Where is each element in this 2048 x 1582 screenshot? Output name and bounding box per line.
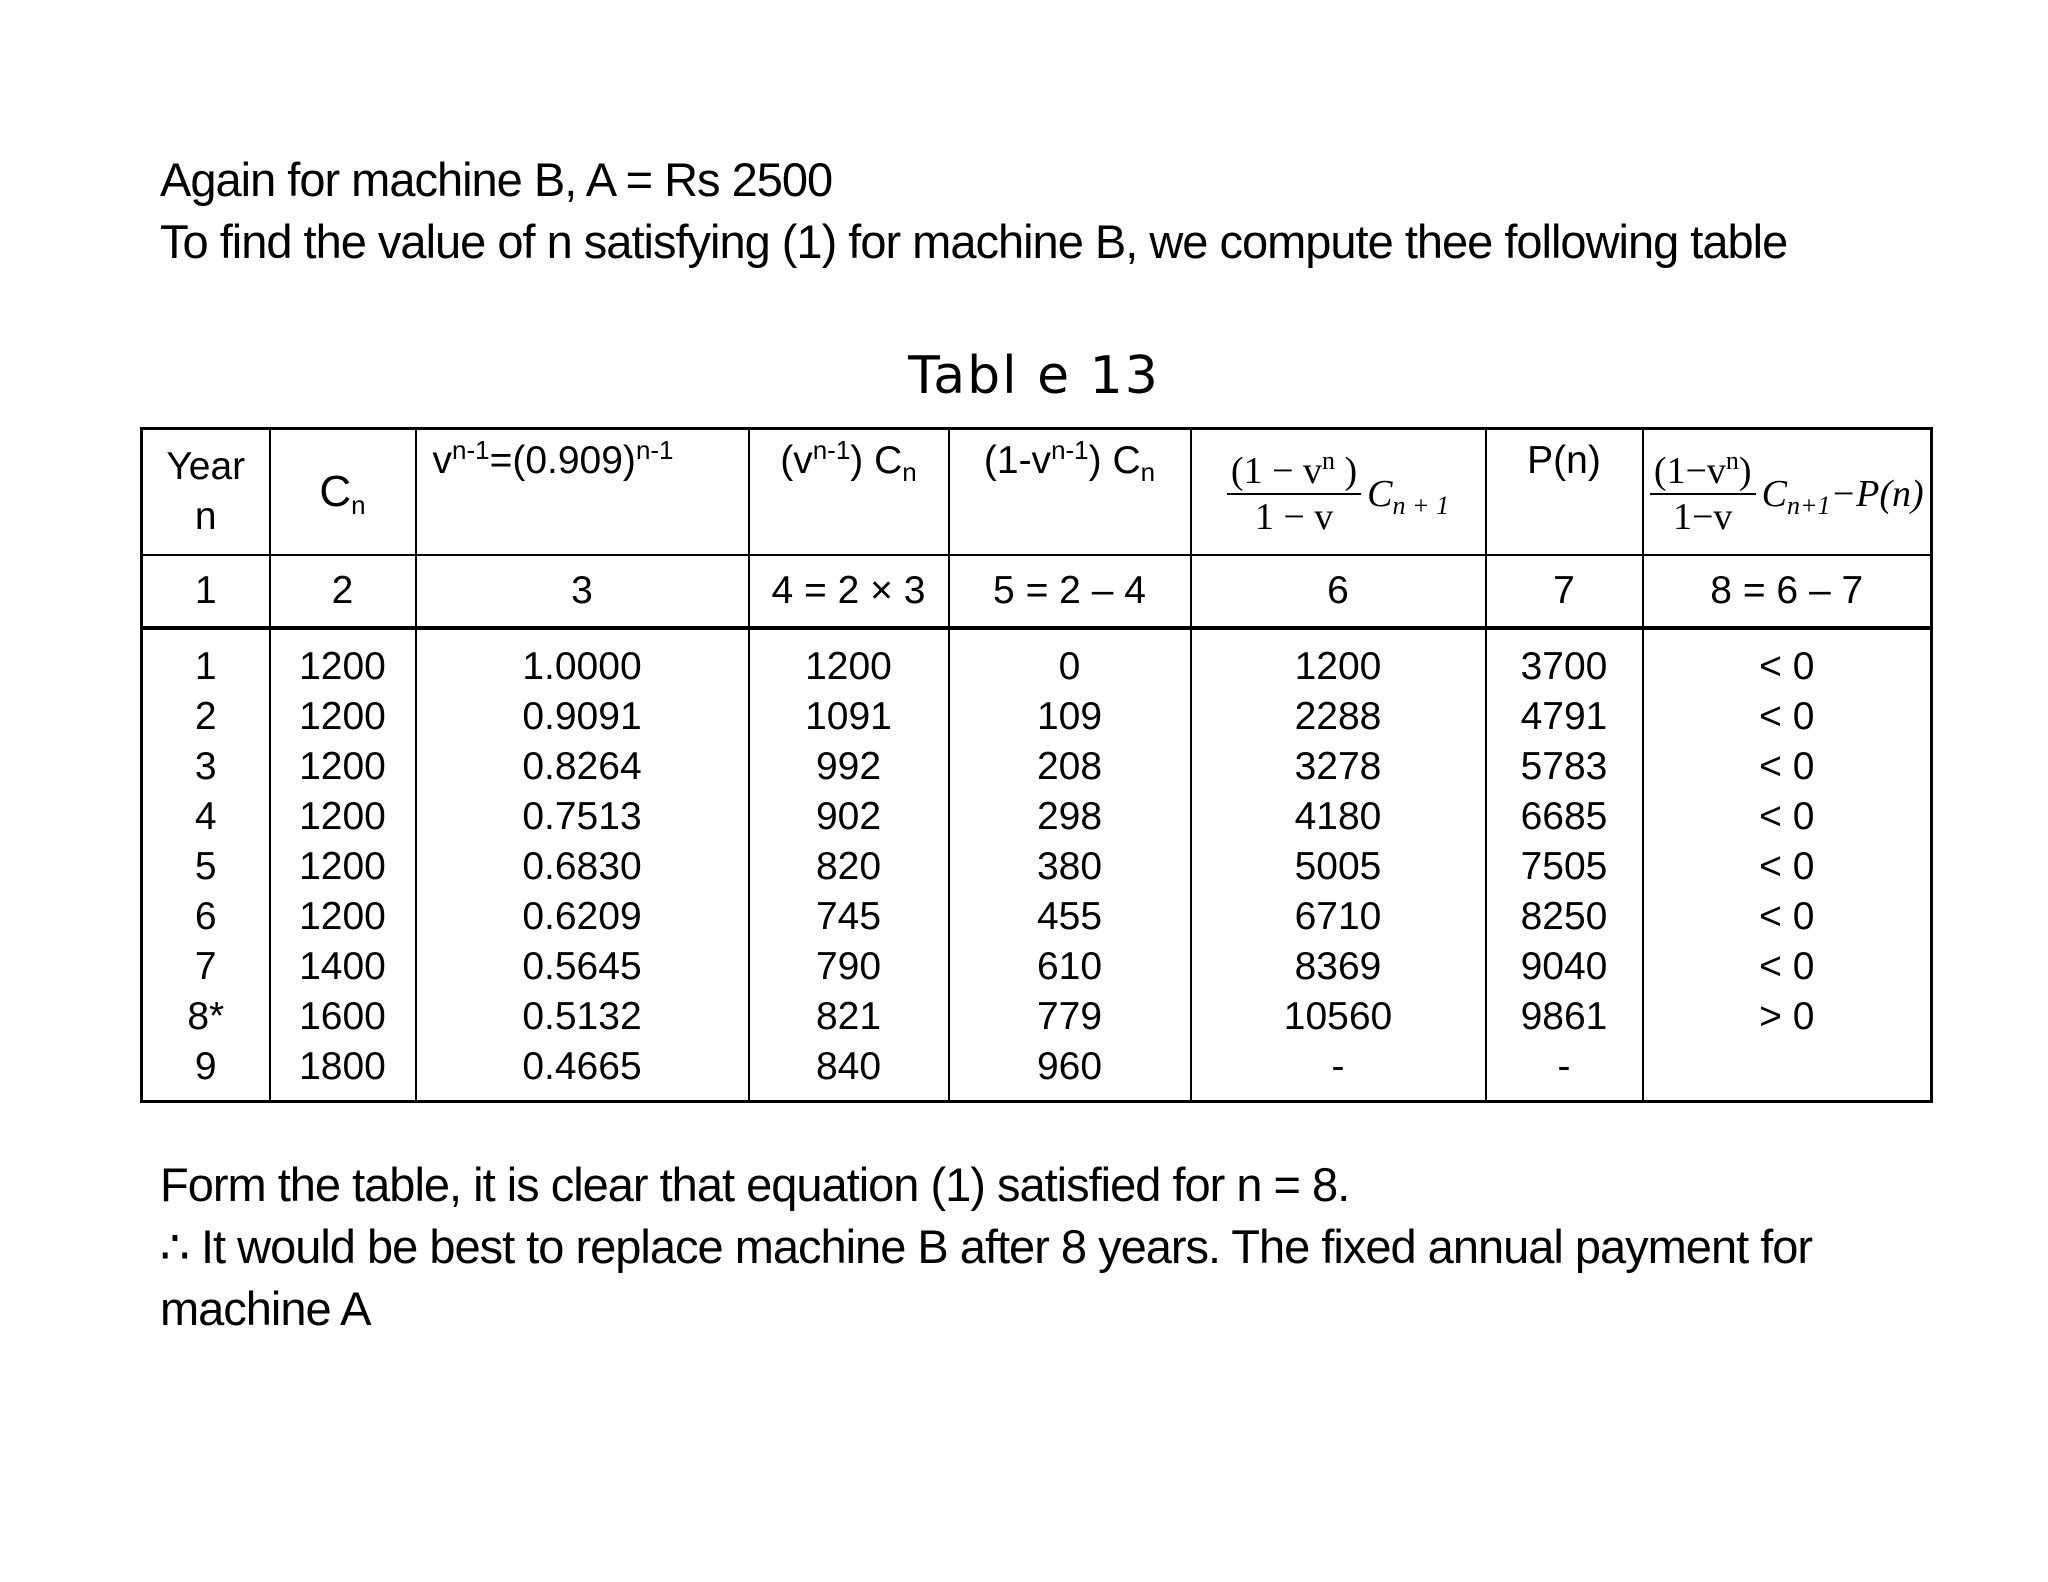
table-cell: 1200 [270, 692, 416, 742]
header-discount-factor: $v^{n-1}=(0.909)^{n-1}$ [416, 429, 749, 556]
table-cell: 1200 [270, 792, 416, 842]
header-formula-6: $\frac{(1 - v^n )}{1 - v}$ $C_{n + 1}$ [1191, 429, 1486, 556]
table-row [142, 1042, 1932, 1102]
table-cell: 0.8264 [416, 742, 749, 792]
table-cell: < 0 [1643, 942, 1932, 992]
table-cell: 9040 [1486, 942, 1643, 992]
table-cell: 7505 [1486, 842, 1643, 892]
table-cell: > 0 [1643, 992, 1932, 1042]
table-cell: 109 [949, 692, 1191, 742]
header-pn: P(n) [1486, 429, 1643, 556]
table-cell: 1400 [270, 942, 416, 992]
table-cell: 745 [749, 892, 949, 942]
table-row [142, 742, 1932, 792]
table-cell: 779 [949, 992, 1191, 1042]
intro-paragraph [160, 149, 1950, 273]
table-cell: < 0 [1643, 792, 1932, 842]
table-cell: 992 [749, 742, 949, 792]
column-number: 2 [270, 555, 416, 628]
header-cost-difference: $(1-v^{n-1})$ $C_n$ [949, 429, 1191, 556]
table-cell: 1600 [270, 992, 416, 1042]
table-cell: 455 [949, 892, 1191, 942]
table-cell: < 0 [1643, 628, 1932, 692]
table-cell: < 0 [1643, 892, 1932, 942]
header-formula-8: $\frac{(1-v^n)}{1-v}$ $C_{n+1}-P(n)$ [1643, 429, 1932, 556]
table-cell: 1800 [270, 1042, 416, 1102]
table-cell: 6685 [1486, 792, 1643, 842]
table-row [142, 992, 1932, 1042]
table-cell: 840 [749, 1042, 949, 1102]
table-cell: 0 [949, 628, 1191, 692]
table-cell: 9 [142, 1042, 270, 1102]
table-cell: 0.6209 [416, 892, 749, 942]
header-row [142, 429, 1932, 556]
table-cell: 1200 [749, 628, 949, 692]
table-row [142, 942, 1932, 992]
table-cell: < 0 [1643, 842, 1932, 892]
table-cell: 5783 [1486, 742, 1643, 792]
table-cell: 0.5645 [416, 942, 749, 992]
column-number: 4 = 2 × 3 [749, 555, 949, 628]
table-cell: 1091 [749, 692, 949, 742]
header-year: Year n [142, 429, 270, 556]
table-cell: 610 [949, 942, 1191, 992]
table-cell: 4180 [1191, 792, 1486, 842]
conclusion-paragraph [160, 1154, 1950, 1340]
table-body [142, 628, 1932, 1102]
table-cell: 9861 [1486, 992, 1643, 1042]
table-cell: 4791 [1486, 692, 1643, 742]
table-row [142, 892, 1932, 942]
table-cell: 3700 [1486, 628, 1643, 692]
table-cell: 1200 [270, 628, 416, 692]
table-cell: 0.5132 [416, 992, 749, 1042]
column-number-row [142, 555, 1932, 628]
table-cell: 0.4665 [416, 1042, 749, 1102]
header-discounted-cost: $(v^{n-1})$ $C_n$ [749, 429, 949, 556]
table-cell: < 0 [1643, 692, 1932, 742]
intro-line-1: Again for machine B, A = Rs 2500 [160, 153, 833, 206]
table-cell: 820 [749, 842, 949, 892]
column-number: 8 = 6 – 7 [1643, 555, 1932, 628]
table-cell: 1200 [1191, 628, 1486, 692]
table-cell: 6710 [1191, 892, 1486, 942]
table-row [142, 692, 1932, 742]
table-cell: 10560 [1191, 992, 1486, 1042]
table-cell: 1200 [270, 892, 416, 942]
replacement-table [140, 427, 1933, 1103]
table-cell: 2 [142, 692, 270, 742]
column-number: 6 [1191, 555, 1486, 628]
column-number: 7 [1486, 555, 1643, 628]
table-cell: 7 [142, 942, 270, 992]
table-cell: 0.6830 [416, 842, 749, 892]
conclusion-line-2: ∴ It would be best to replace machine B after 8 years. The fixed annual payment for [160, 1220, 1813, 1273]
table-cell: 3 [142, 742, 270, 792]
table-cell: 208 [949, 742, 1191, 792]
table-cell: 0.7513 [416, 792, 749, 842]
table-cell: 8250 [1486, 892, 1643, 942]
table-cell [1643, 1042, 1932, 1102]
table-cell: 1.0000 [416, 628, 749, 692]
table-cell: < 0 [1643, 742, 1932, 792]
conclusion-line-1: Form the table, it is clear that equation (1) satisfied for n = 8. [160, 1158, 1350, 1211]
table-cell: 5005 [1191, 842, 1486, 892]
table-cell: 298 [949, 792, 1191, 842]
table-cell: 1 [142, 628, 270, 692]
intro-line-2: To find the value of n satisfying (1) for machine B, we compute thee following table [160, 215, 1788, 268]
table-cell: 3278 [1191, 742, 1486, 792]
table-cell: 821 [749, 992, 949, 1042]
table-cell: 4 [142, 792, 270, 842]
table-cell: 790 [749, 942, 949, 992]
table-cell: 5 [142, 842, 270, 892]
table-cell: 8* [142, 992, 270, 1042]
table-row [142, 628, 1932, 692]
header-cn: $C_n$ [270, 429, 416, 556]
table-cell: - [1191, 1042, 1486, 1102]
table-caption: Tabl e 13 [908, 346, 1160, 406]
column-number: 5 = 2 – 4 [949, 555, 1191, 628]
table-cell: 6 [142, 892, 270, 942]
column-number: 3 [416, 555, 749, 628]
table-cell: 380 [949, 842, 1191, 892]
table-cell: 2288 [1191, 692, 1486, 742]
table-row [142, 842, 1932, 892]
table-cell: 960 [949, 1042, 1191, 1102]
table-cell: 1200 [270, 742, 416, 792]
conclusion-line-3: machine A [160, 1282, 371, 1335]
table-cell: 902 [749, 792, 949, 842]
table-cell: 8369 [1191, 942, 1486, 992]
table-cell: 0.9091 [416, 692, 749, 742]
table-cell: 1200 [270, 842, 416, 892]
table-row [142, 792, 1932, 842]
table-cell: - [1486, 1042, 1643, 1102]
column-number: 1 [142, 555, 270, 628]
